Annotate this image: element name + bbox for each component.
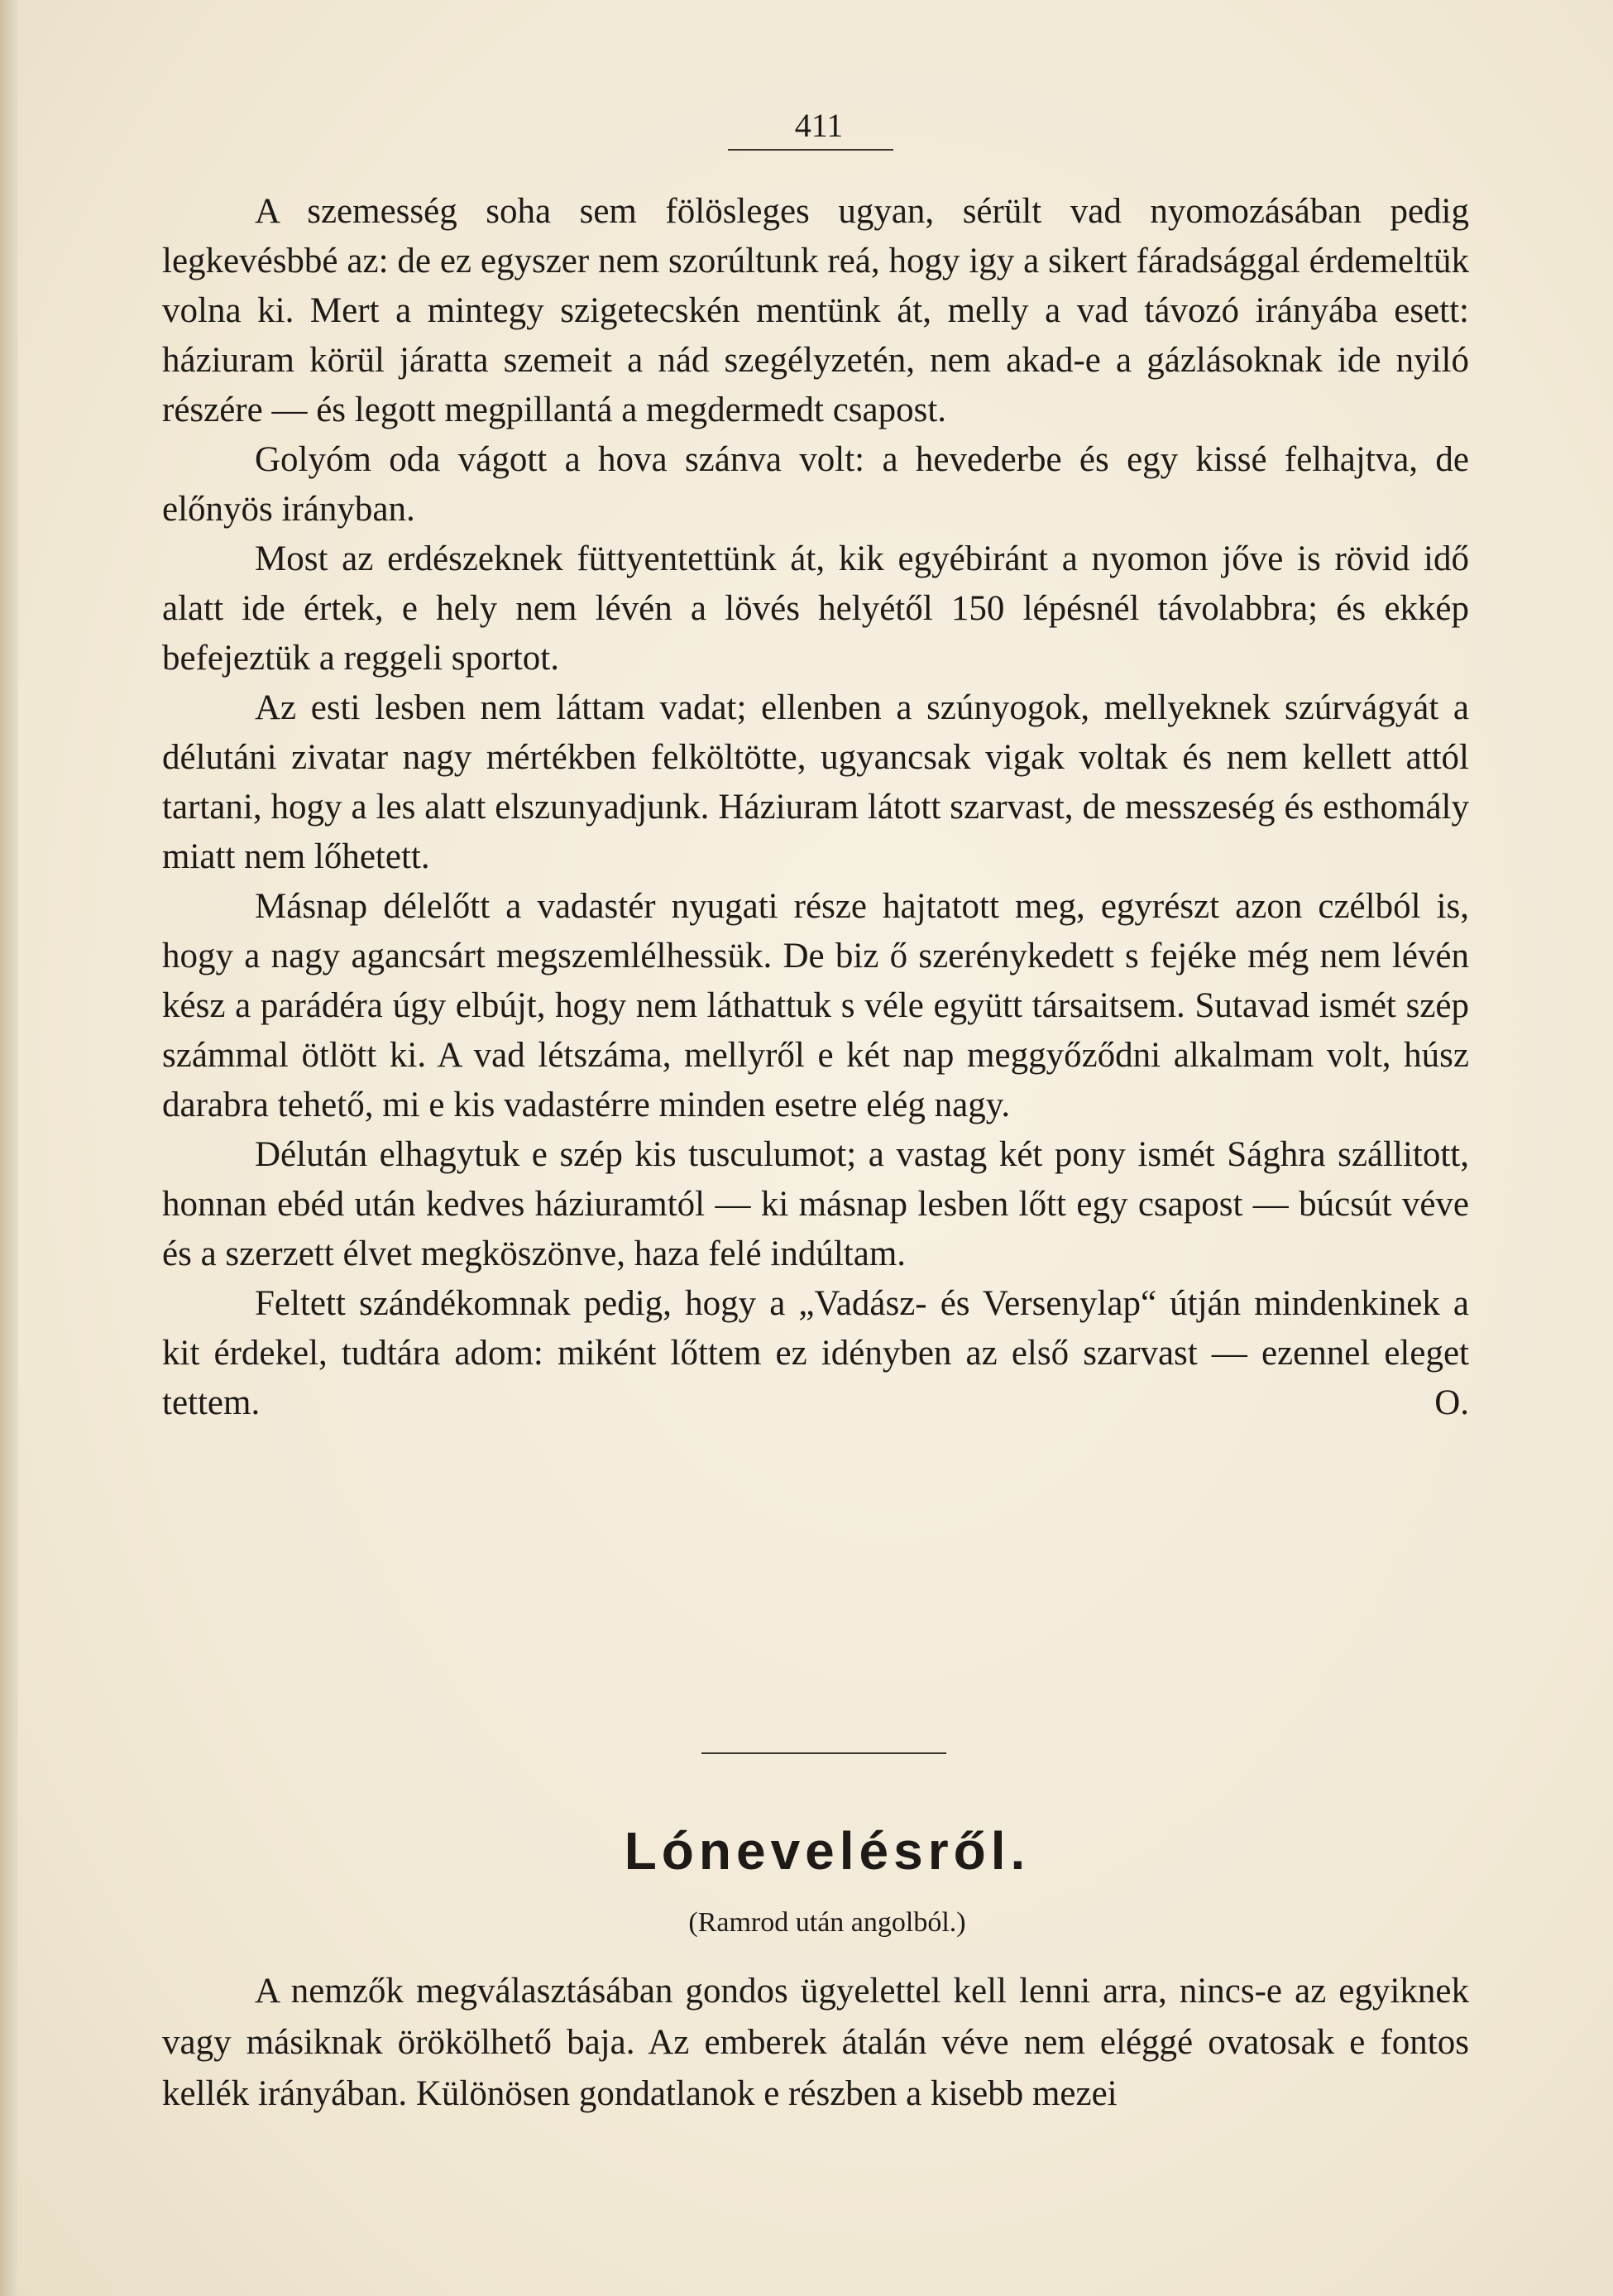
section-paragraph-1: A nemzők megválasztásában gondos ügyelettel kell lenni arra, nincs-e az egyiknek vagy másiknak örökölhető baja. Az emberek átalán véve nem eléggé ovatosak e fontos kellék irányában. Különösen gondatlanok e részben a kisebb mezei (162, 1972, 1469, 2113)
section-divider (701, 1752, 946, 1754)
page-number: 411 (794, 107, 844, 144)
section-subtitle: (Ramrod után angolból.) (688, 1907, 966, 1938)
paragraph-7-text: Feltett szándékomnak pedig, hogy a „Vadász- és Versenylap“ útján mindenkinek a kit érdekel, tudtára adom: miként lőttem ez idényben az első szarvast — ezennel eleget tettem. (162, 1284, 1469, 1422)
paragraph-7 (162, 1279, 1469, 1428)
paragraph-4: Az esti lesben nem láttam vadat; ellenben a szúnyogok, mellyeknek szúrvágyát a délutáni zivatar nagy mértékben felköltötte, ugyancsak vigak voltak és nem kellett attól tartani, hogy a les alatt elszunyadjunk. Háziuram látott szarvast, de messzeség és esthomály miatt nem lőhetett. (162, 688, 1469, 876)
paragraph-6: Délután elhagytuk e szép kis tusculumot; a vastag két pony ismét Sághra szállitott, honnan ebéd után kedves háziuramtól — ki másnap lesben lőtt egy csapost — búcsút véve és a szerzett élvet megköszönve, haza felé indúltam. (162, 1135, 1469, 1273)
paragraph-3: Most az erdészeknek füttyentettünk át, kik egyébiránt a nyomon jőve is rövid idő alatt ide értek, e hely nem lévén a lövés helyétől 150 lépésnél távolabbra; és ekkép befejeztük a reggeli sportot. (162, 539, 1469, 678)
section-title: Lónevelésről. (624, 1821, 1031, 1881)
paragraph-5: Másnap délelőtt a vadastér nyugati része hajtatott meg, egyrészt azon czélból is, hogy a nagy agancsárt megszemlélhessük. De biz ő szerénykedett s fejéke még nem lévén kész a parádéra úgy elbújt, hogy nem láthattuk s véle együtt társaitsem. Sutavad ismét szép számmal ötlött ki. A vad létszáma, mellyről e két nap meggyőződni alkalmam volt, húsz darabra tehető, mi e kis vadastérre minden esetre elég nagy. (162, 887, 1469, 1124)
author-signature: O. (1434, 1383, 1469, 1422)
paragraph-2: Golyóm oda vágott a hova szánva volt: a hevederbe és egy kissé felhajtva, de előnyös irányban. (162, 440, 1469, 529)
paragraph-1: A szemesség soha sem fölösleges ugyan, sérült vad nyomozásában pedig legkevésbbé az: de ez egyszer nem szorúltunk reá, hogy igy a sikert fáradsággal érdemeltük volna ki. Mert a mintegy szigetecskén mentünk át, melly a vad távozó irányába esett: háziuram körül járatta szemeit a nád szegélyzetén, nem akad-e a gázlásoknak ide nyiló részére — és legott megpillantá a megdermedt csapost. (162, 192, 1469, 429)
page-number-rule (728, 149, 893, 151)
book-spine-shadow (0, 0, 18, 2296)
article-body (162, 187, 1469, 1428)
section-body (162, 1966, 1469, 2120)
